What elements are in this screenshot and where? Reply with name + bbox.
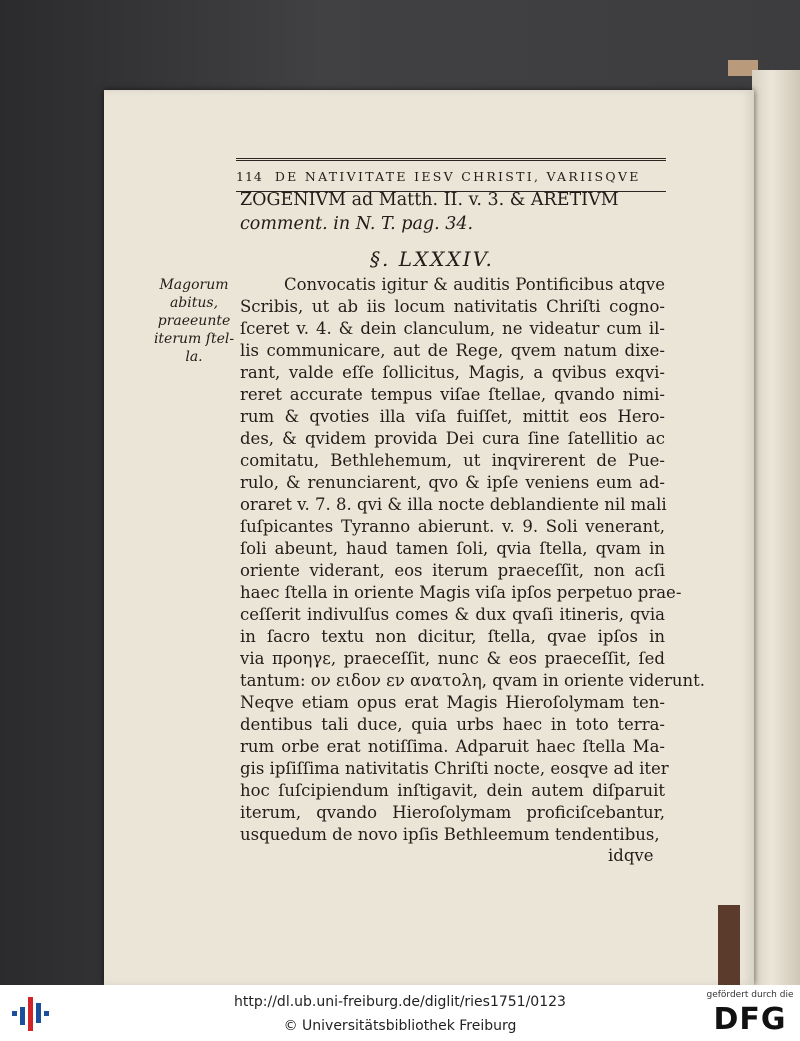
- continuation-line: comment. in N. T. pag. 34.: [240, 214, 474, 234]
- body-line: ceſſerit indivulſus comes & dux qvaſi itineris, qvia: [240, 605, 665, 624]
- body-line: dentibus tali duce, quia urbs haec in toto terra-: [240, 715, 665, 734]
- body-line: usquedum de novo ipſis Bethleemum tendentibus,: [240, 825, 660, 844]
- body-line: ſuſpicantes Tyranno abierunt. v. 9. Soli venerant,: [240, 517, 665, 536]
- body-line: iterum, qvando Hieroſolymam proficiſcebantur,: [240, 803, 665, 822]
- dfg-logo-icon: DFG: [713, 1002, 787, 1037]
- running-head: [236, 158, 666, 192]
- page-number: 114: [236, 168, 263, 184]
- body-line: gis ipſiſſima nativitatis Chriſti nocte, eosqve ad iter: [240, 759, 669, 778]
- body-line: Scribis, ut ab iis locum nativitatis Chriſti cogno-: [240, 297, 665, 316]
- body-line: rulo, & renunciarent, qvo & ipſe veniens eum ad-: [240, 473, 665, 492]
- body-line: lis communicare, aut de Rege, qvem natum dixe-: [240, 341, 665, 360]
- ribbon-bookmark: [718, 905, 740, 985]
- copyright-notice: © Universitätsbibliothek Freiburg: [283, 1018, 517, 1034]
- body-line: reret accurate tempus viſae ſtellae, qvando nimi-: [240, 385, 665, 404]
- section-title: §. LXXXIV.: [370, 247, 494, 271]
- body-line: in ſacro textu non dicitur, ſtella, qvae ipſos in: [240, 627, 665, 646]
- body-line: rum orbe erat notiſſima. Adparuit haec ſtella Ma-: [240, 737, 665, 756]
- facing-page-edge: [752, 70, 800, 985]
- margin-note-line: la.: [185, 349, 203, 365]
- margin-note: [148, 276, 240, 366]
- catchword: idqve: [608, 846, 654, 865]
- body-line: Convocatis igitur & auditis Pontificibus atqve: [284, 275, 665, 294]
- body-line: ſoli abeunt, haud tamen ſoli, qvia ſtella, qvam in: [240, 539, 665, 558]
- body-line: haec ſtella in oriente Magis viſa ipſos perpetuo prae-: [240, 583, 682, 602]
- funder-caption: gefördert durch die: [706, 990, 794, 1000]
- margin-note-line: iterum ſtel-: [153, 331, 235, 347]
- margin-note-line: praeeunte: [157, 313, 231, 329]
- body-line: rant, valde eſſe ſollicitus, Magis, a qvibus exqvi-: [240, 363, 665, 382]
- body-line: tantum: ον ειδον εν ανατολη, qvam in oriente viderunt.: [240, 671, 706, 690]
- body-line: rum & qvoties illa viſa fuiſſet, mittit eos Hero-: [240, 407, 665, 426]
- document-url[interactable]: http://dl.ub.uni-freiburg.de/diglit/ries1751/0123: [234, 994, 566, 1010]
- body-line: hoc ſuſcipiendum inſtigavit, dein autem diſparuit: [240, 781, 665, 800]
- body-line: des, & qvidem provida Dei cura ſine ſatellitio ac: [240, 429, 665, 448]
- body-line: oriente viderant, eos iterum praeceſſit, non acſi: [240, 561, 665, 580]
- body-line: comitatu, Bethlehemum, ut inqvirerent de Pue-: [240, 451, 665, 470]
- margin-note-line: abitus,: [169, 295, 219, 311]
- margin-note-line: Magorum: [159, 277, 229, 293]
- continuation-line: ZOGENIVM ad Matth. II. v. 3. & ARETIVM: [240, 190, 619, 210]
- running-head-text: DE NATIVITATE IESV CHRISTI, VARIISQVE: [274, 168, 641, 184]
- body-line: ſceret v. 4. & dein clanculum, ne videatur cum il-: [240, 319, 665, 338]
- body-line: via προηγε, praeceſſit, nunc & eos praeceſſit, ſed: [240, 649, 665, 668]
- body-line: Neqve etiam opus erat Magis Hieroſolymam ten-: [240, 693, 665, 712]
- body-line: oraret v. 7. 8. qvi & illa nocte deblandiente nil mali: [240, 495, 667, 514]
